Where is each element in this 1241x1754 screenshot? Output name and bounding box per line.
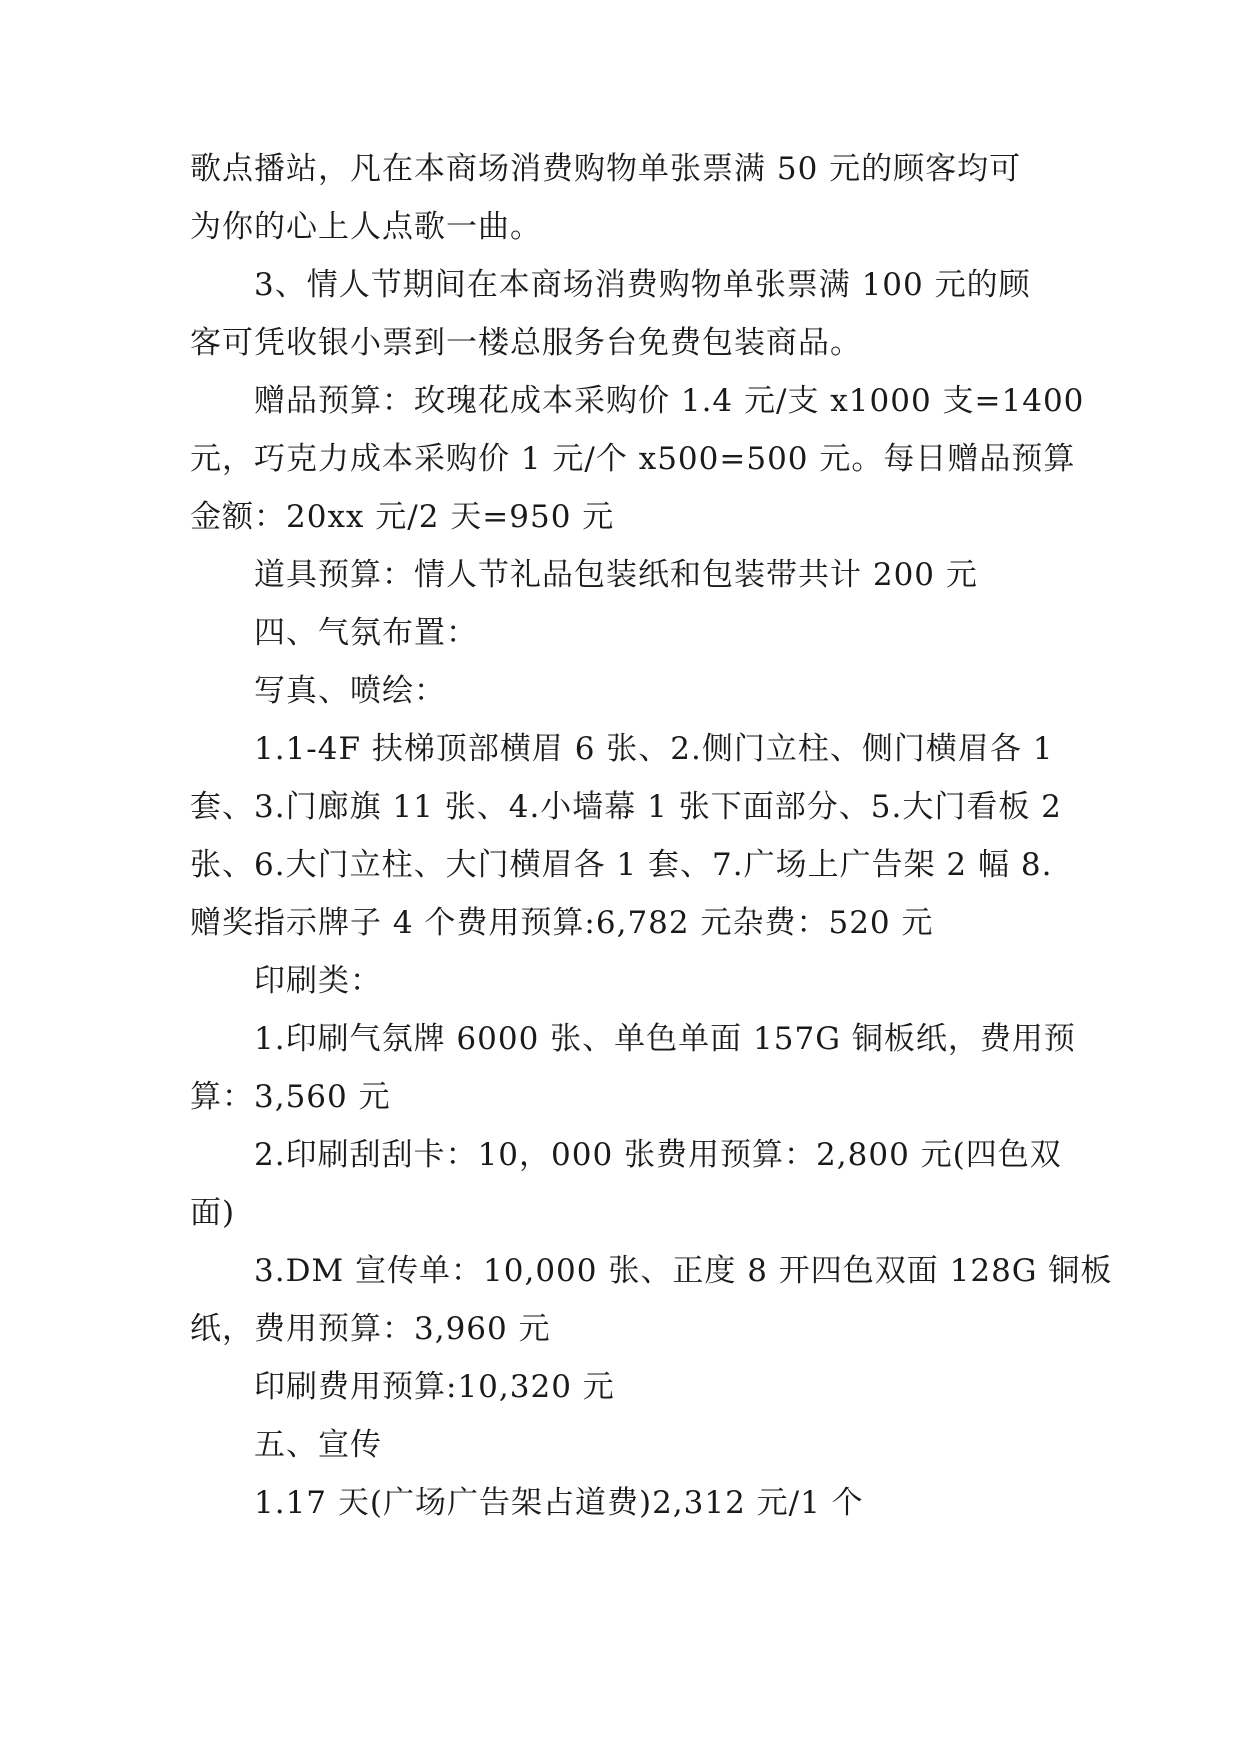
text-line: 3、情人节期间在本商场消费购物单张票满 100 元的顾 [254,267,1031,303]
text-line: 元，巧克力成本采购价 1 元/个 x500=500 元。每日赠品预算 [190,441,1076,477]
text-line: 张、6.大门立柱、大门横眉各 1 套、7.广场上广告架 2 幅 8. [190,847,1053,883]
text-line: 面) [190,1195,236,1231]
subsection-heading: 印刷类： [254,963,382,999]
text-line: 1.17 天(广场广告架占道费)2,312 元/1 个 [254,1485,864,1521]
text-line: 歌点播站，凡在本商场消费购物单张票满 50 元的顾客均可 [190,151,1022,187]
text-line: 2.印刷刮刮卡：10，000 张费用预算：2,800 元(四色双 [254,1137,1062,1173]
text-line: 纸，费用预算：3,960 元 [190,1311,551,1347]
text-line: 套、3.门廊旗 11 张、4.小墙幕 1 张下面部分、5.大门看板 2 [190,789,1062,825]
text-line: 1.1-4F 扶梯顶部横眉 6 张、2.侧门立柱、侧门横眉各 1 [254,731,1054,767]
text-line: 为你的心上人点歌一曲。 [190,209,542,245]
section-heading: 四、气氛布置： [254,615,478,651]
text-line: 赠品预算：玫瑰花成本采购价 1.4 元/支 x1000 支=1400 [254,383,1085,419]
text-line: 道具预算：情人节礼品包装纸和包装带共计 200 元 [254,557,978,593]
subsection-heading: 写真、喷绘： [254,673,446,709]
text-line: 金额：20xx 元/2 天=950 元 [190,499,615,535]
section-heading: 五、宣传 [254,1427,382,1463]
text-line: 算：3,560 元 [190,1079,391,1115]
text-line: 印刷费用预算:10,320 元 [254,1369,615,1405]
text-line: 1.印刷气氛牌 6000 张、单色单面 157G 铜板纸，费用预 [254,1021,1076,1057]
text-line: 赠奖指示牌子 4 个费用预算:6,782 元杂费：520 元 [190,905,934,941]
text-line: 3.DM 宣传单：10,000 张、正度 8 开四色双面 128G 铜板 [254,1253,1113,1289]
text-line: 客可凭收银小票到一楼总服务台免费包装商品。 [190,325,862,361]
